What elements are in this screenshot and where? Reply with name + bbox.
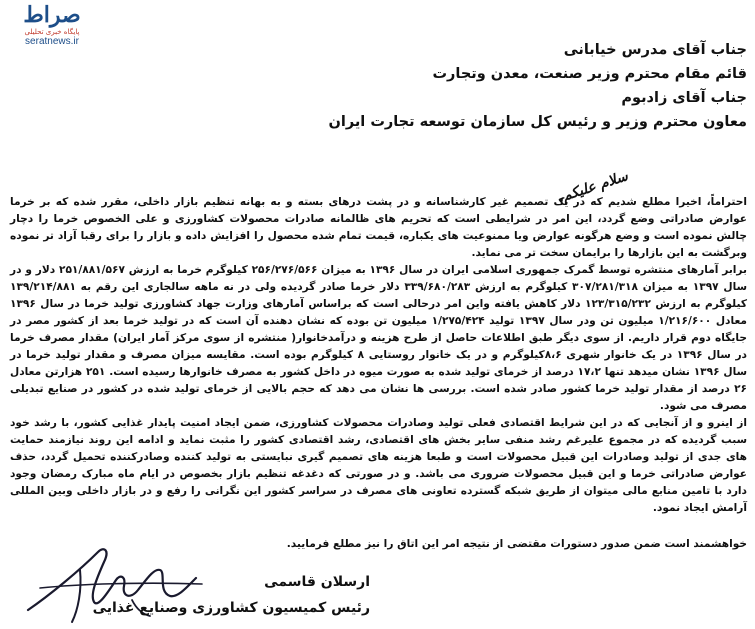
news-logo: [6, 2, 98, 50]
addressee-line: قائم مقام محترم وزیر صنعت، معدن وتجارت: [432, 66, 747, 82]
closing-request: خواهشمند است ضمن صدور دستورات مقتضی از نتیجه امر این اتاق را نیز مطلع فرمایید.: [286, 538, 747, 550]
addressee-line: جناب آقای مدرس خیابانی: [563, 42, 747, 58]
addressee-block: [247, 38, 747, 134]
body-paragraph: برابر آمارهای منتشره توسط گمرک جمهوری اسلامی ایران در سال ۱۳۹۶ به میزان ۲۵۶/۲۷۶/۵۶۶ کیلوگرم خرما به ارزش ۲۵۱/۸۸۱/۵۶۷ دلار و در سال ۱۳۹۷ به میزان ۳۰۷/۲۸۱/۳۱۸ کیلوگرم به ارزش ۳۳۹/۶۸۰/۲۸۳ دلار خرما صادر گردیده ولی در نه ماهه سالجاری این رقم به ۱۳۹/۲۱۴/۸۸۱ کیلوگرم به ارزش ۱۲۳/۳۱۵/۲۳۲ دلار کاهش یافته واین امر درحالی است که براساس آمارهای وزارت جهاد کشاورزی تولید خرما در سال ۱۳۹۶ معادل ۱/۲۱۶/۶۰۰ میلیون تن ودر سال ۱۳۹۷ تولید ۱/۲۷۵/۴۲۴ میلیون تن بوده که نشان دهنده آن است که در تولید خرما بعد از کشور مصر در جایگاه دوم قرار داریم. از سوی دیگر طبق اطلاعات حاصل از طرح هزینه و درآمدخانوار( منتشره از سوی مرکز آمار ایران) مقدار مصرف خرما در سال ۱۳۹۶ در یک خانوار شهری ۸،۶کیلوگرم و در یک خانوار روستایی ۸ کیلوگرم بوده است. مقایسه میزان مصرف و مقدار تولید خرما در سال ۱۳۹۶ نشان میدهد تنها ۱۷،۲ درصد از خرمای تولید شده به صورت میوه در داخل کشور به مصرف خانوارها رسیده است. ۲۵۱ هزارتن معادل ۲۶ درصد از مقدار تولید خرما کشور صادر شده است. بررسی ها نشان می دهد که حجم بالایی از خرمای تولید شده در کشور در صنایع تبدیلی مصرف می شود.: [10, 264, 747, 412]
logo-tagline: پایگاه خبری تحلیلی: [24, 28, 80, 36]
addressee-line: جناب آقای زادبوم: [621, 90, 747, 106]
salutation: سلام علیکم،: [555, 168, 630, 206]
signer-title: رئیس کمیسیون کشاورزی وصنایع غذایی: [92, 600, 370, 616]
body-paragraph: از اینرو و از آنجایی که در این شرایط اقتصادی فعلی تولید وصادرات محصولات کشاورزی، ضمن ایجاد امنیت پایدار غذایی کشور، با رشد خود سبب گردیده که در مجموع علیرغم رشد منفی سایر بخش های اقتصادی، رشد اقتصادی کشور را مثبت نماید و ادامه این روند نیازمند حمایت های جدی از تولید وصادرات این قبیل محصولات است و طبعا هزینه های تصمیم گیری نبایستی به تولید کننده وصادرکننده تحمیل گردد، حذف عوارض صادراتی خرما و این قبیل محصولات ضروری می باشد. و در صورتی که دغدغه تنظیم بازار بخصوص در ایام ماه مبارک رمضان وجود دارد با تامین منابع مالی میتوان از طریق شبکه گسترده تعاونی های مصرف در سراسر کشور این نگرانی را رفع و در بازار داخلی وبین المللی آرامش ایجاد نمود.: [10, 417, 747, 514]
body-paragraph: احتراماً، اخیرا مطلع شدیم که در یک تصمیم غیر کارشناسانه و در پشت درهای بسته و به بهانه تنظیم بازار داخلی، مقرر شده که بر خرما عوارض صادراتی وضع گردد، این امر در شرایطی است که تحریم های ظالمانه صادرات محصولات کشاورزی و علی الخصوص خرما را دچار چالش نموده است و وضع هرگونه عوارض ویا ممنوعیت های یکباره، قیمت تمام شده محصول را افزایش داده و بازار را برای رقبا آزاد تر نموده وبرگشت به این بازارها را برایمان سخت تر می نماید.: [10, 196, 747, 259]
logo-mark: صراط: [23, 2, 81, 28]
addressee-line: معاون محترم وزیر و رئیس کل سازمان توسعه تجارت ایران: [328, 114, 747, 130]
signer-name: ارسلان قاسمی: [264, 574, 370, 590]
letter-body: [10, 194, 747, 517]
logo-site: seratnews.ir: [25, 36, 79, 47]
